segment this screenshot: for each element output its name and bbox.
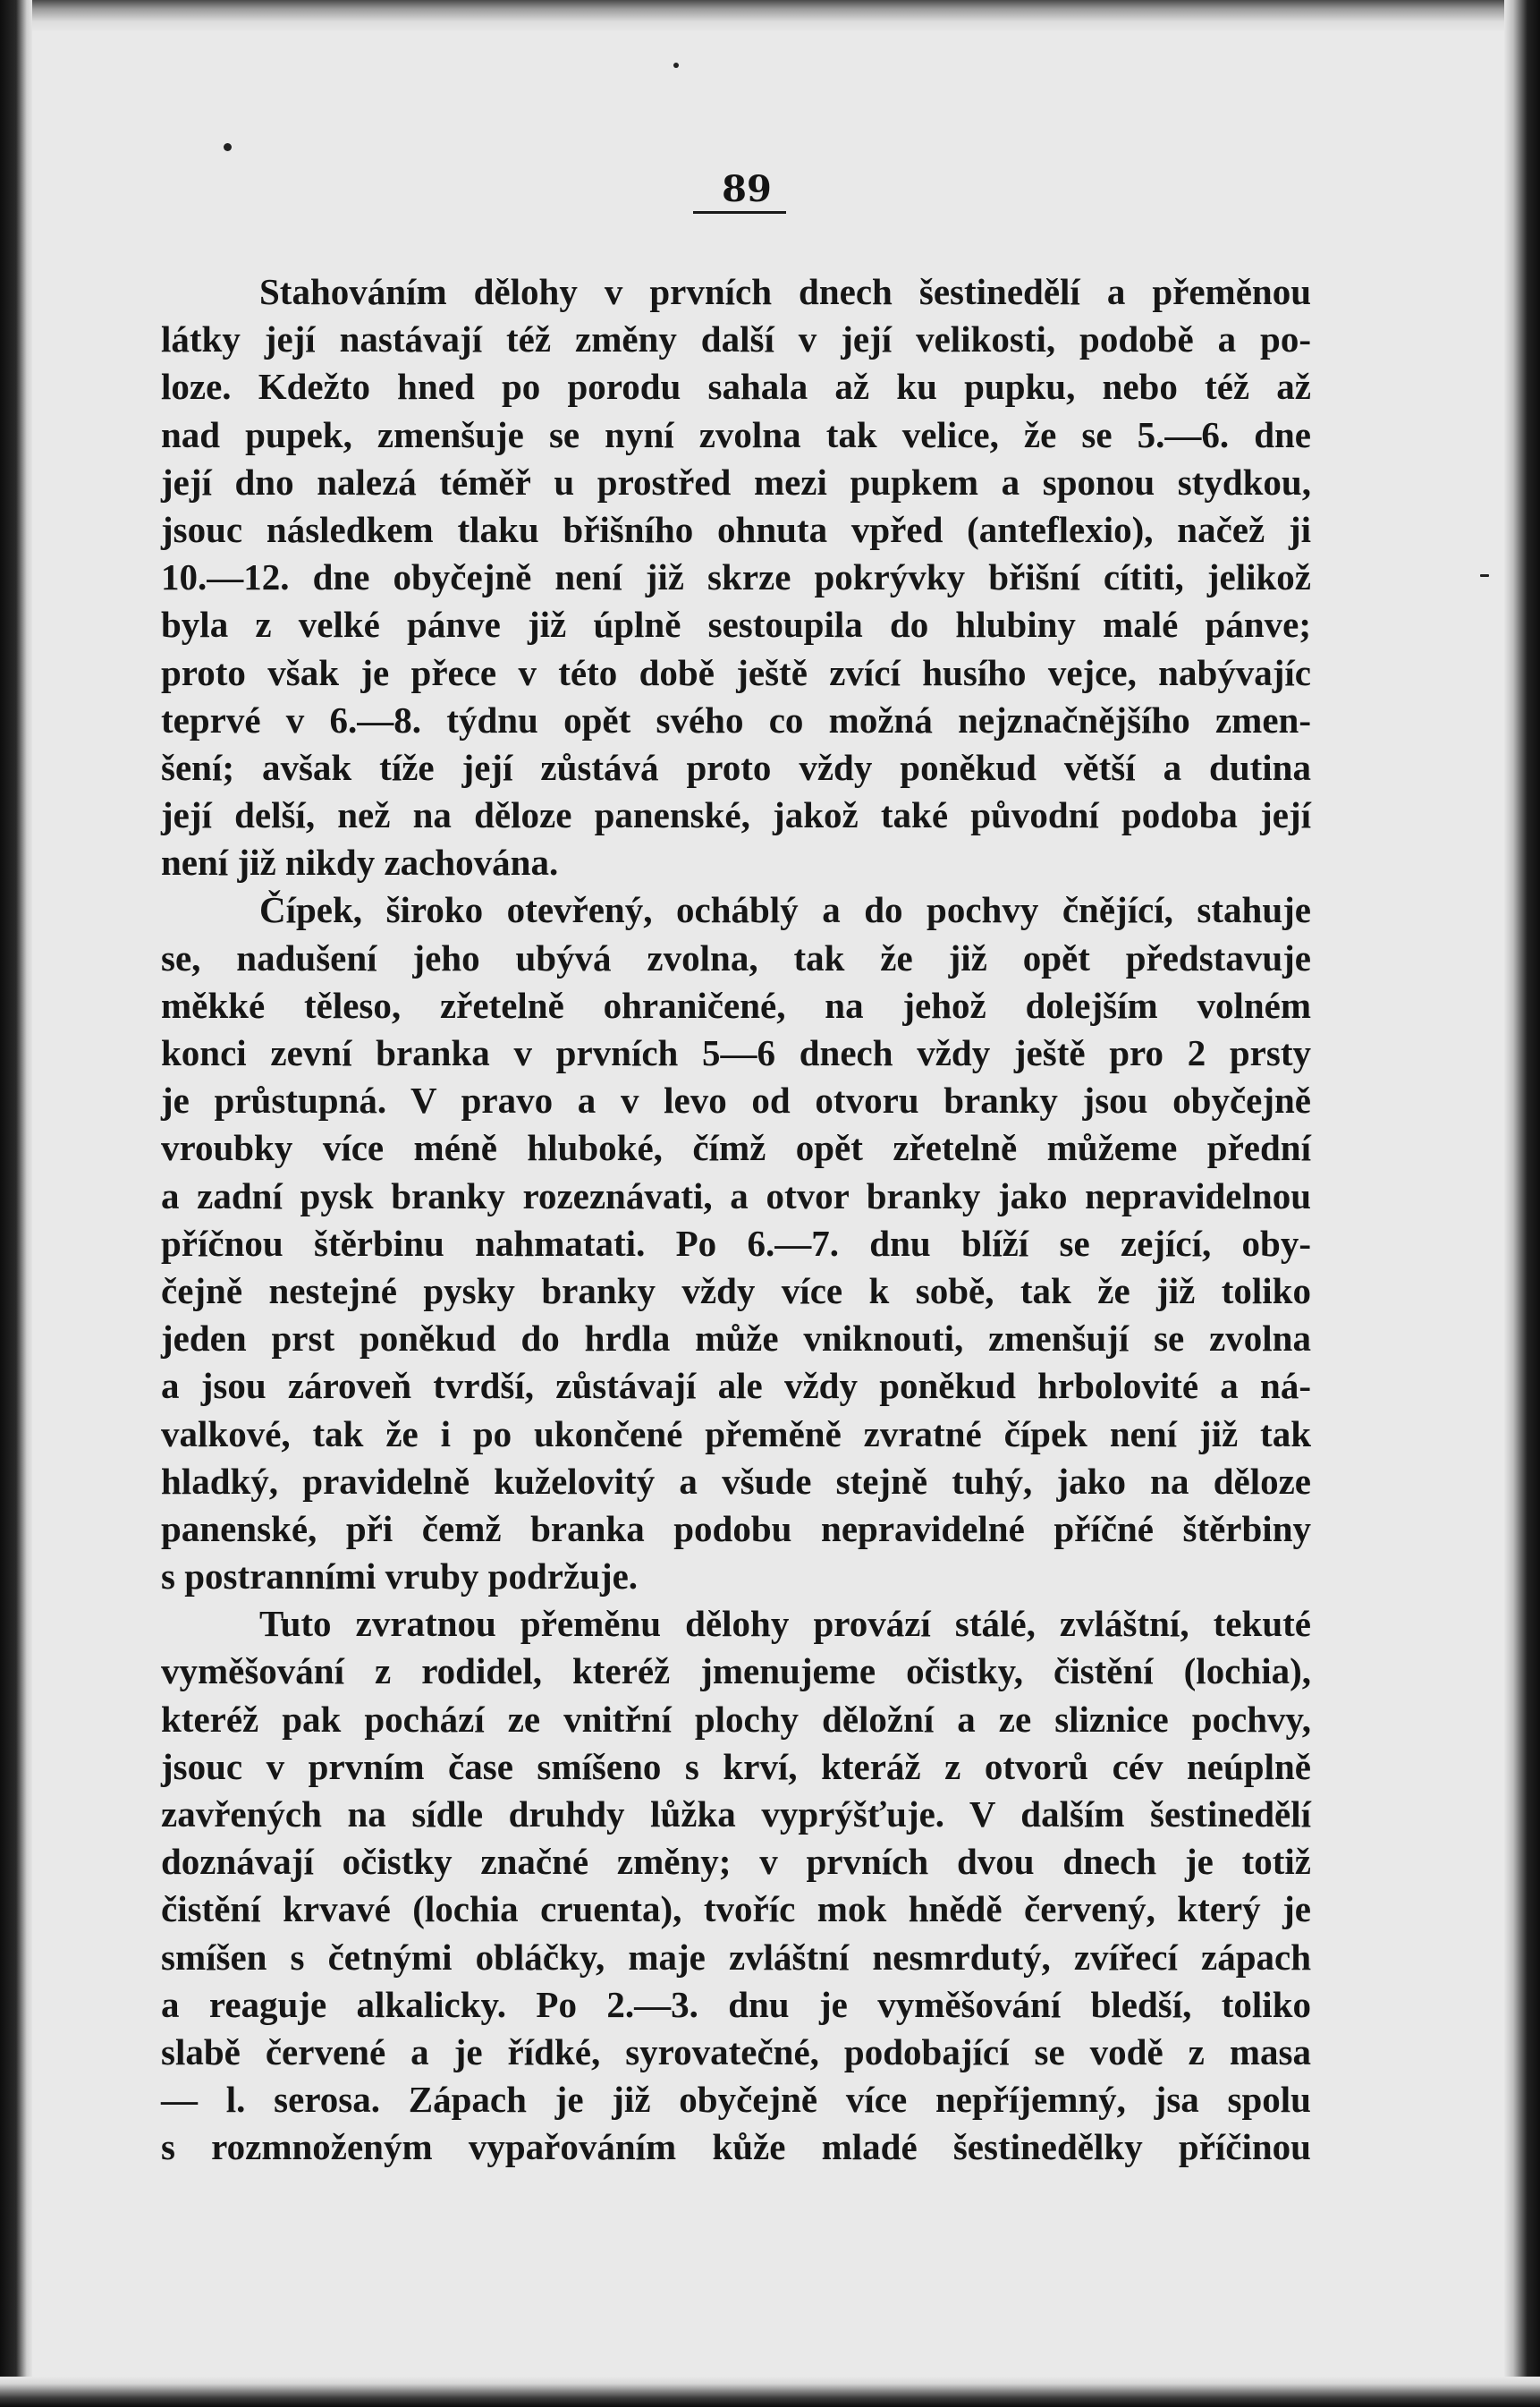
text-line: její delší, než na děloze panenské, jakož také původní podoba její <box>161 794 1311 836</box>
text-line: smíšen s četnými obláčky, maje zvláštní nesmrdutý, zvířecí zápach <box>161 1936 1311 1978</box>
text-line: čejně nestejné pysky branky vždy více k sobě, tak že již toliko <box>161 1269 1311 1311</box>
text-line: jsouc v prvním čase smíšeno s krví, kteráž z otvorů cév neúplně <box>161 1745 1311 1787</box>
text-line: Stahováním dělohy v prvních dnech šestinedělí a přeměnou <box>259 271 1311 312</box>
text-line: příčnou štěrbinu nahmatati. Po 6.—7. dnu blíží se zející, oby- <box>161 1222 1311 1264</box>
text-line: doznávají očistky značné změny; v prvních dvou dnech je totiž <box>161 1841 1311 1883</box>
text-line: teprvé v 6.—8. týdnu opět svého co možná nejznačnějšího zmen- <box>161 699 1311 741</box>
text-line: loze. Kdežto hned po porodu sahala až ku pupku, nebo též až <box>161 366 1311 408</box>
text-line: zavřených na sídle druhdy lůžka vyprýšťuje. V dalším šestinedělí <box>161 1793 1311 1835</box>
text-line: konci zevní branka v prvních 5—6 dnech vždy ještě pro 2 prsty <box>161 1032 1311 1073</box>
text-line: s rozmnoženým vypařováním kůže mladé šestinedělky příčinou <box>161 2126 1311 2168</box>
text-line: — l. serosa. Zápach je již obyčejně více nepříjemný, jsa spolu <box>161 2079 1311 2121</box>
page-number-rule <box>693 211 786 214</box>
text-line: valkové, tak že i po ukončené přeměně zvratné čípek není již tak <box>161 1412 1311 1454</box>
text-line: je průstupná. V pravo a v levo od otvoru branky jsou obyčejně <box>161 1080 1311 1122</box>
scan-edge-top <box>0 0 1540 32</box>
text-line: proto však je přece v této době ještě zvící husího vejce, nabývajíc <box>161 651 1311 693</box>
text-line: čistění krvavé (lochia cruenta), tvoříc mok hnědě červený, který je <box>161 1888 1311 1930</box>
text-line: jsouc následkem tlaku břišního ohnuta vpřed (anteflexio), načež ji <box>161 508 1311 550</box>
text-line: a zadní pysk branky rozeznávati, a otvor branky jako nepravidelnou <box>161 1174 1311 1216</box>
text-line: byla z velké pánve již úplně sestoupila do hlubiny malé pánve; <box>161 604 1311 646</box>
text-line: měkké těleso, zřetelně ohraničené, na jehož dolejším volném <box>161 984 1311 1026</box>
text-line: její dno nalezá téměř u prostřed mezi pupkem a sponou stydkou, <box>161 461 1311 503</box>
text-line: Tuto zvratnou přeměnu dělohy provází stálé, zvláštní, tekuté <box>259 1603 1311 1645</box>
body-text <box>161 268 1311 2172</box>
text-line: a reaguje alkalicky. Po 2.—3. dnu je vyměšování bledší, toliko <box>161 1983 1311 2025</box>
text-line: panenské, při čemž branka podobu nepravidelné příčné štěrbiny <box>161 1507 1311 1549</box>
scan-edge-right <box>1504 0 1540 2407</box>
ink-speck <box>1480 574 1489 577</box>
ink-speck <box>673 63 679 68</box>
text-line: vroubky více méně hluboké, čímž opět zřetelně můžeme přední <box>161 1127 1311 1169</box>
text-line: 10.—12. dne obyčejně není již skrze pokrývky břišní cítiti, jelikož <box>161 556 1311 598</box>
text-line: šení; avšak tíže její zůstává proto vždy poněkud větší a dutina <box>161 746 1311 788</box>
text-line: slabě červené a je řídké, syrovatečné, podobající se vodě z masa <box>161 2030 1311 2072</box>
ink-speck <box>224 143 232 151</box>
text-line: jeden prst poněkud do hrdla může vniknouti, zmenšují se zvolna <box>161 1318 1311 1360</box>
scan-edge-left <box>0 0 32 2407</box>
text-line: vyměšování z rodidel, kteréž jmenujeme očistky, čistění (lochia), <box>161 1650 1311 1692</box>
text-line: není již nikdy zachována. <box>161 842 559 884</box>
scan-edge-bottom <box>0 2377 1540 2407</box>
text-line: látky její nastávají též změny další v její velikosti, podobě a po- <box>161 318 1311 360</box>
text-line: nad pupek, zmenšuje se nyní zvolna tak velice, že se 5.—6. dne <box>161 413 1311 455</box>
text-line: hladký, pravidelně kuželovitý a všude stejně tuhý, jako na děloze <box>161 1460 1311 1502</box>
text-line: Čípek, široko otevřený, ocháblý a do pochvy čnějící, stahuje <box>259 889 1311 931</box>
text-line: kteréž pak pochází ze vnitřní plochy děložní a ze sliznice pochvy, <box>161 1698 1311 1740</box>
text-line: s postranními vruby podržuje. <box>161 1555 639 1598</box>
text-line: se, nadušení jeho ubývá zvolna, tak že již opět představuje <box>161 937 1311 979</box>
text-line: a jsou zároveň tvrdší, zůstávají ale vždy poněkud hrbolovité a ná- <box>161 1365 1311 1407</box>
page-number: 89 <box>722 168 772 210</box>
